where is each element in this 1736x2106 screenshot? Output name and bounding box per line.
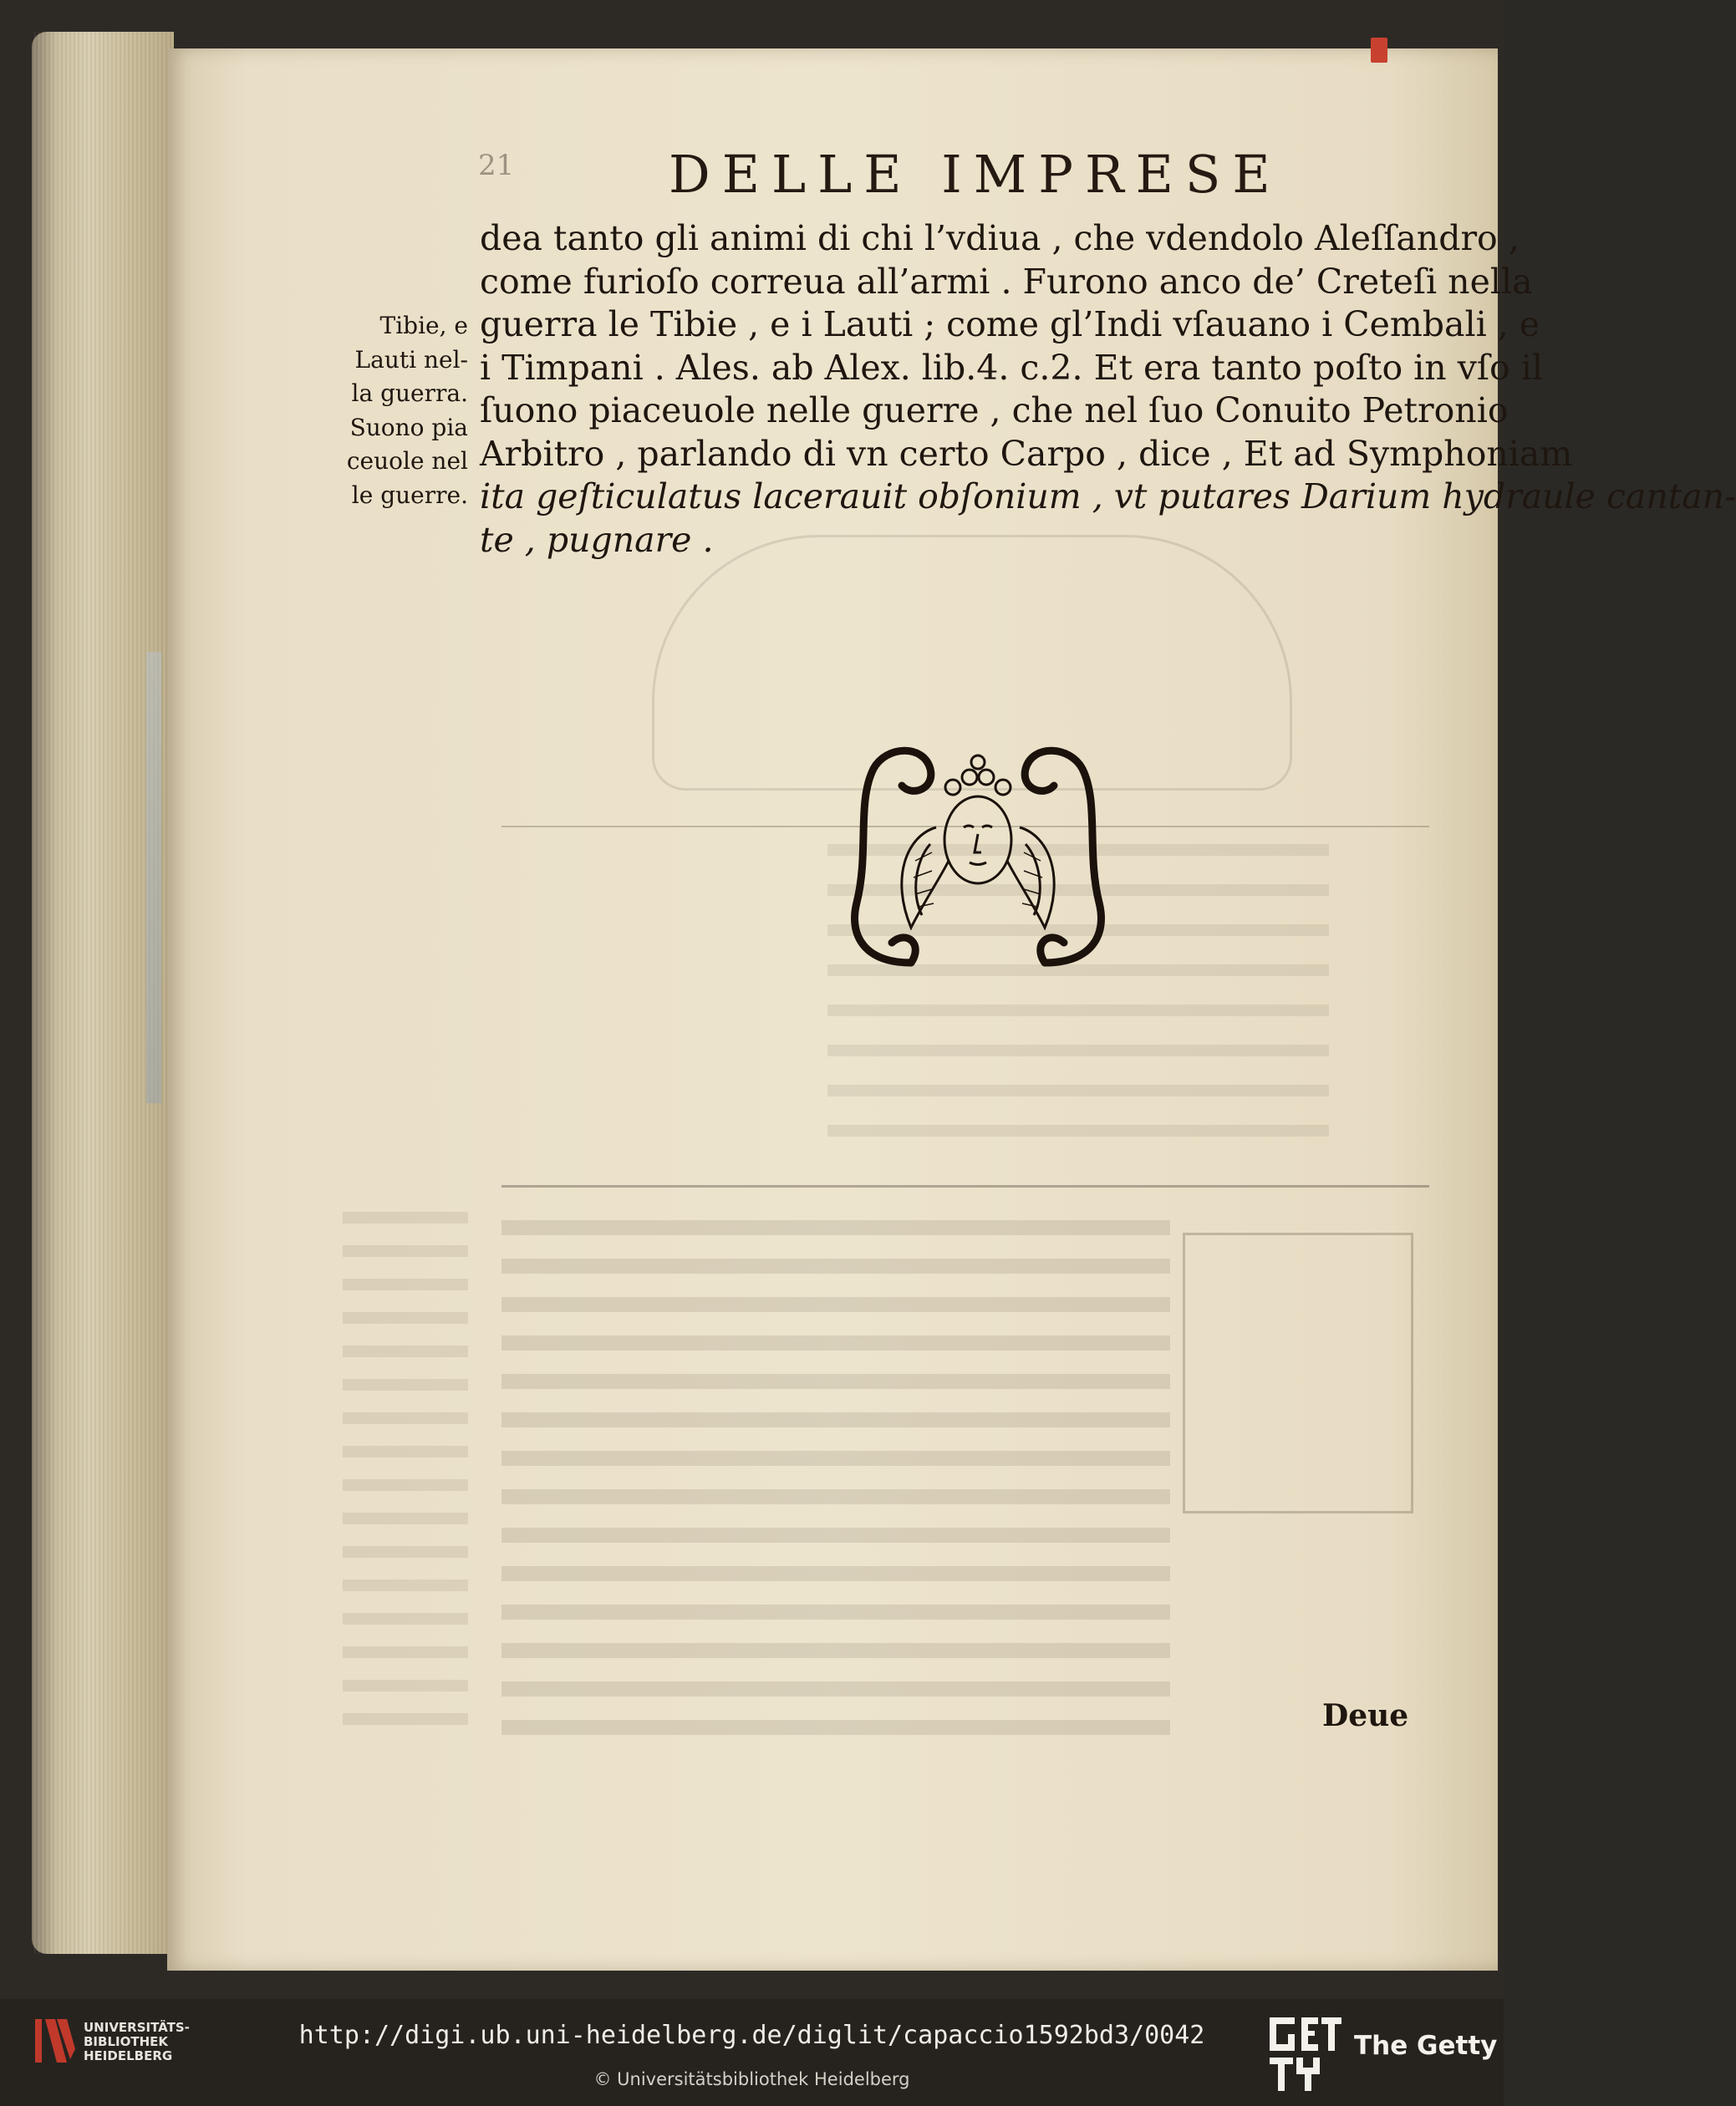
getty-name: The Getty (1354, 2031, 1498, 2061)
text-line: guerra le Tibie , e i Lauti ; come gl’Indi vſauano i Cembali , e (480, 304, 1540, 344)
viewer-footer (0, 1999, 1504, 2106)
show-through-margin-notes (343, 1212, 468, 1730)
margin-note-line: Tibie, e (379, 312, 468, 339)
library-name-line: UNIVERSITÄTS- (84, 2020, 190, 2035)
library-name-line: HEIDELBERG (84, 2048, 173, 2063)
text-line: i Timpani . Ales. ab Alex. lib.4. c.2. Et era tanto poſto in vſo il (480, 347, 1544, 388)
decorative-cherub-ornament-icon (832, 735, 1124, 974)
text-line: ſuono piaceuole nelle guerre , che nel ſuo Conuito Petronio (480, 390, 1509, 430)
text-line: ita geſticulatus lacerauit obſonium , vt putares Darium hydraule cantan- (480, 476, 1736, 516)
margin-note-line: le guerre. (351, 481, 468, 509)
margin-note (330, 309, 468, 512)
show-through-image (1183, 1233, 1413, 1513)
show-through-paragraph (501, 1220, 1170, 1738)
text-line: te , pugnare . (480, 519, 714, 560)
text-line: dea tanto gli animi di chi l’vdiua , che vdendolo Aleſſandro , (480, 218, 1520, 258)
library-name-line: BIBLIOTHEK (84, 2034, 168, 2049)
margin-note-line: Suono pia (349, 413, 468, 441)
page-number: 21 (478, 149, 515, 182)
show-through-rule (501, 1185, 1429, 1188)
bookmark-ribbon (1371, 38, 1387, 63)
getty-logo-icon (1266, 2012, 1343, 2096)
margin-note-line: ceuole nel (346, 447, 468, 475)
margin-note-line: Lauti nel- (354, 345, 468, 374)
text-line: Arbitro , parlando di vn certo Carpo , dice , Et ad Symphoniam (480, 433, 1573, 474)
spine-label (146, 652, 161, 1103)
margin-note-line: la guerra. (351, 379, 468, 407)
page-header-title: DELLE IMPRESE (669, 144, 1282, 205)
copyright-notice: © Universitätsbibliothek Heidelberg (593, 2069, 910, 2089)
permalink-url[interactable]: http://digi.ub.uni-heidelberg.de/diglit/capaccio1592bd3/0042 (298, 2021, 1205, 2050)
catchword: Deue (1322, 1698, 1409, 1733)
body-text (480, 217, 1736, 562)
text-line: come furioſo correua all’armi . Furono anco de’ Creteſi nella (480, 261, 1533, 302)
